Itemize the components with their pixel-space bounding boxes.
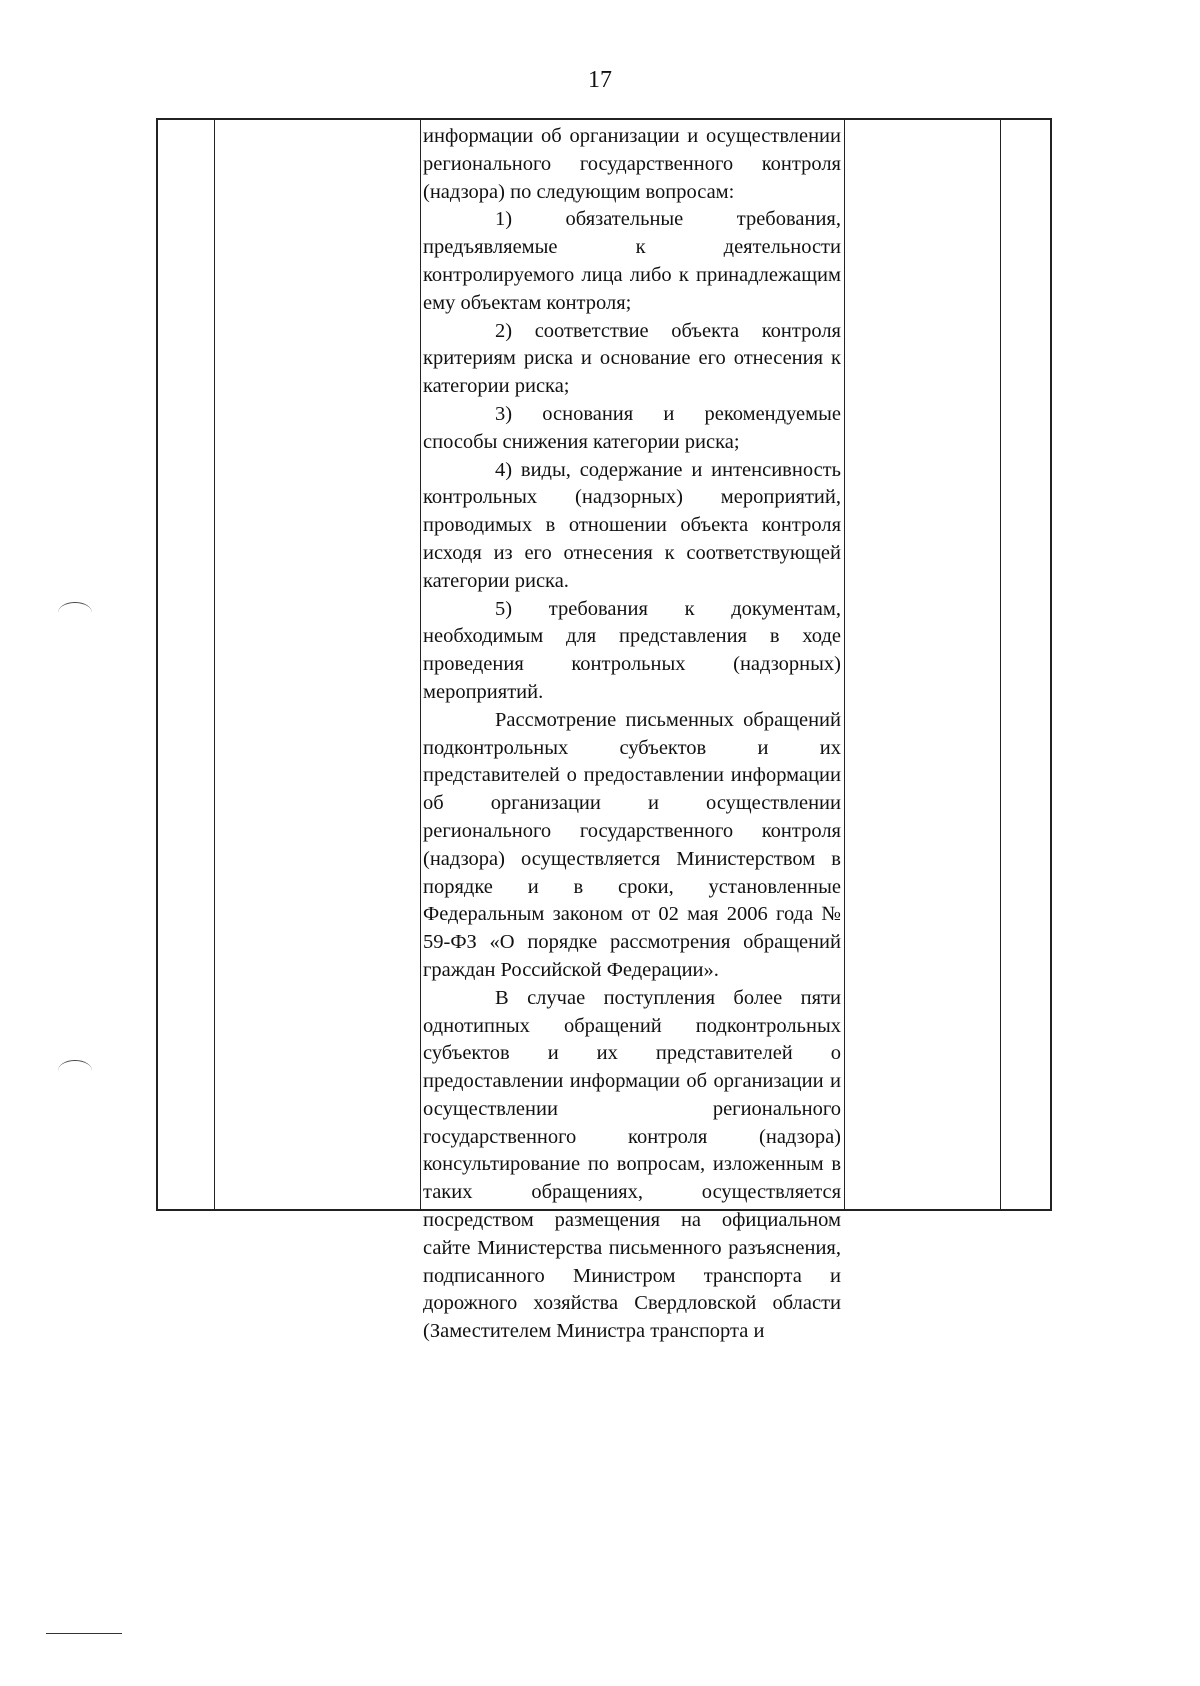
page-number: 17: [588, 67, 612, 93]
document-table: [156, 118, 1052, 1343]
paragraph: информации об организации и осуществлении регионального государственного контроля (надзора) по следующим вопросам:: [423, 125, 841, 203]
margin-mark: [58, 1060, 92, 1081]
paragraph: В случае поступления более пяти однотипных обращений подконтрольных субъектов и их представителей о предоставлении информации об организации и осуществлении регионального государственного контроля (надзора) консультирование по вопросам, изложенным в таких обращениях, осуществляется посредством размещения на официальном сайте Министерства письменного разъяснения, подписанного Министром транспорта и дорожного хозяйства Свердловской области (Заместителем Министра транспорта и: [423, 986, 841, 1343]
paragraph: 4) виды, содержание и интенсивность контрольных (надзорных) мероприятий, проводимых в отношении объекта контроля исходя из его отнесения к соответствующей категории риска.: [423, 458, 841, 592]
footnote-rule: [46, 1633, 122, 1634]
paragraph: 1) обязательные требования, предъявляемые к деятельности контролируемого лица либо к принадлежащим ему объектам контроля;: [423, 208, 841, 314]
paragraph: 3) основания и рекомендуемые способы снижения категории риска;: [423, 402, 841, 453]
table-border: [156, 118, 1052, 1211]
margin-mark: [58, 602, 92, 623]
paragraph: 2) соответствие объекта контроля критериям риска и основание его отнесения к категории риска;: [423, 319, 841, 398]
paragraph: 5) требования к документам, необходимым для представления в ходе проведения контрольных (надзорных) мероприятий.: [423, 597, 841, 703]
paragraph: Рассмотрение письменных обращений подконтрольных субъектов и их представителей о предоставлении информации об организации и осуществлении регионального государственного контроля (надзора) осуществляется Министерством в порядке и в сроки, установленные Федеральным законом от 02 мая 2006 года № 59-ФЗ «О порядке рассмотрения обращений граждан Российской Федерации».: [423, 708, 841, 981]
